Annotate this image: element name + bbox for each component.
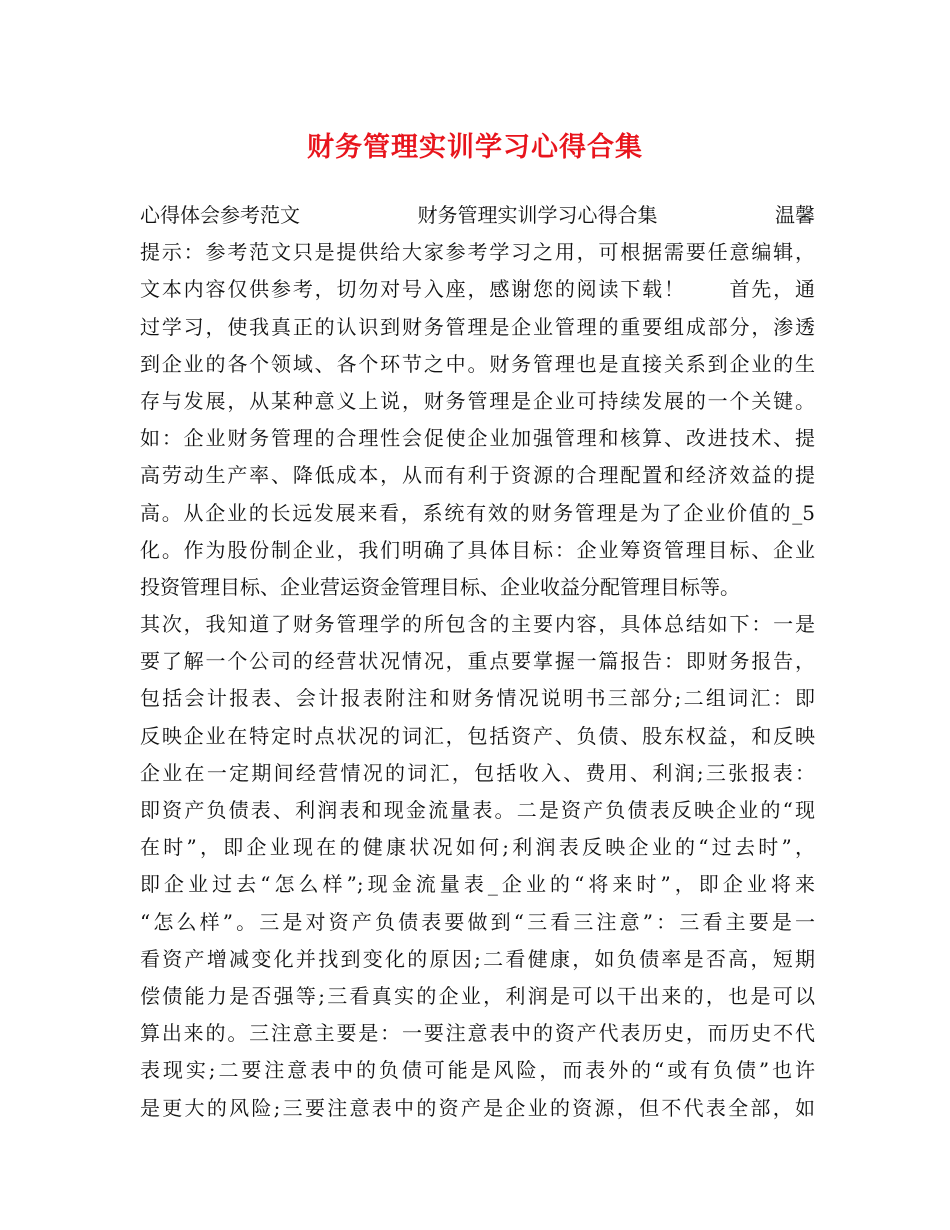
header-line	[140, 197, 815, 234]
document-title: 财务管理实训学习心得合集	[307, 132, 643, 163]
text-line: 看资产增减变化并找到变化的原因;二看健康，如负债率是否高，短期	[140, 946, 815, 971]
text-line: 其次，我知道了财务管理学的所包含的主要内容，具体总结如下：一是	[140, 612, 815, 637]
text-line: 提示：参考范文只是提供给大家参考学习之用，可根据需要任意编辑，	[140, 240, 815, 265]
text-line: “怎么样”。三是对资产负债表要做到“三看三注意”：三看主要是一	[140, 909, 815, 934]
text-line: 要了解一个公司的经营状况情况，重点要掌握一篇报告：即财务报告，	[140, 649, 815, 674]
text-line: 即企业过去“怎么样”;现金流量表_企业的“将来时”，即企业将来	[140, 872, 815, 897]
text-line: 高。从企业的长远发展来看，系统有效的财务管理是为了企业价值的_5	[140, 500, 815, 525]
text-line: 包括会计报表、会计报表附注和财务情况说明书三部分;二组词汇：即	[140, 686, 815, 711]
text-line: 过学习，使我真正的认识到财务管理是企业管理的重要组成部分，渗透	[140, 314, 815, 339]
text-line: 如：企业财务管理的合理性会促使企业加强管理和核算、改进技术、提	[140, 426, 815, 451]
header-left-text: 心得体会参考范文	[140, 203, 300, 227]
text-line: 在时”，即企业现在的健康状况如何;利润表反映企业的“过去时”，	[140, 835, 815, 860]
text-line: 表现实;二要注意表中的负债可能是风险，而表外的“或有负债”也许	[140, 1058, 815, 1083]
text-line: 到企业的各个领域、各个环节之中。财务管理也是直接关系到企业的生	[140, 351, 815, 376]
header-center-text: 财务管理实训学习心得合集	[417, 203, 658, 227]
text-line: 偿债能力是否强等;三看真实的企业，利润是可以干出来的，也是可以	[140, 983, 815, 1008]
text-line: 是更大的风险;三要注意表中的资产是企业的资源，但不代表全部，如	[140, 1095, 815, 1120]
document-body	[140, 197, 815, 1127]
text-line: 企业在一定期间经营情况的词汇，包括收入、费用、利润;三张报表：	[140, 760, 815, 785]
text-line: 高劳动生产率、降低成本，从而有利于资源的合理配置和经济效益的提	[140, 463, 815, 488]
text-line: 即资产负债表、利润表和现金流量表。二是资产负债表反映企业的“现	[140, 798, 815, 822]
text-line: 算出来的。三注意主要是：一要注意表中的资产代表历史，而历史不代	[140, 1021, 815, 1046]
text-line: 投资管理目标、企业营运资金管理目标、企业收益分配管理目标等。	[140, 574, 740, 599]
text-line: 文本内容仅供参考，切勿对号入座，感谢您的阅读下载！ 首先，通	[140, 277, 815, 302]
text-line: 反映企业在特定时点状况的词汇，包括资产、负债、股东权益，和反映	[140, 723, 815, 748]
text-line: 存与发展，从某种意义上说，财务管理是企业可持续发展的一个关键。	[140, 388, 815, 413]
header-right-text: 温馨	[775, 203, 815, 227]
text-line: 化。作为股份制企业，我们明确了具体目标：企业筹资管理目标、企业	[140, 537, 815, 562]
